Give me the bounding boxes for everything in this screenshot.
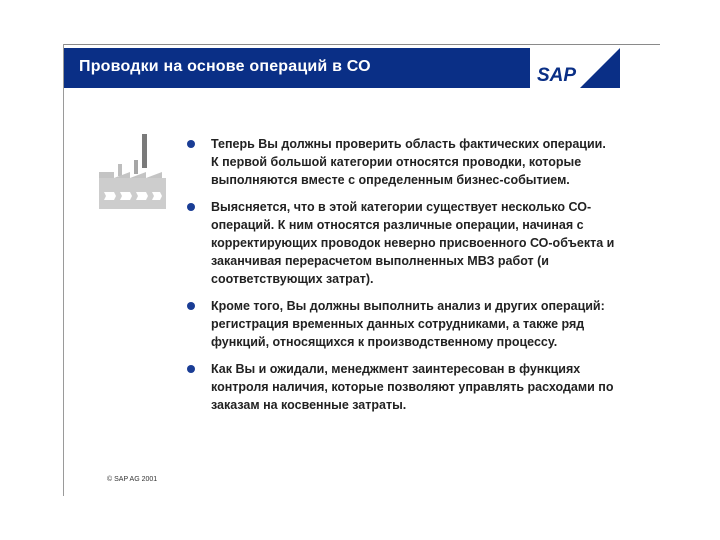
- bullet-dot-icon: [187, 203, 195, 211]
- sap-logo: [530, 48, 620, 88]
- bullet-item: [186, 360, 616, 414]
- bullet-text: Как Вы и ожидали, менеджмент заинтересован в функциях контроля наличия, которые позволяют управлять расходами по заказам на косвенные затраты.: [211, 362, 614, 412]
- bullet-item: [186, 198, 616, 288]
- bullet-item: [186, 297, 616, 351]
- bullet-list: [186, 135, 616, 423]
- bullet-dot-icon: [187, 140, 195, 148]
- slide-title: Проводки на основе операций в СО: [79, 58, 371, 75]
- bullet-dot-icon: [187, 302, 195, 310]
- bullet-text: Кроме того, Вы должны выполнить анализ и других операций: регистрация временных данных сотрудниками, а также ряд функций, относящихся к производственному процессу.: [211, 299, 605, 349]
- bullet-text: Теперь Вы должны проверить область фактических операции. К первой большой категории относятся проводки, которые выполняются вместе с определенным бизнес-событием.: [211, 137, 606, 187]
- bullet-item: [186, 135, 616, 189]
- sap-logo-text: SAP: [537, 65, 577, 86]
- copyright-notice: © SAP AG 2001: [107, 476, 158, 483]
- bullet-dot-icon: [187, 365, 195, 373]
- bullet-text: Выясняется, что в этой категории существует несколько СО-операций. К ним относятся различные операции, начиная с корректирующих проводок неверно присвоенного СО-объекта и заканчивая перерасчетом выполненных МВЗ работ (и соответствующих затрат).: [211, 200, 615, 286]
- factory-icon: [96, 134, 176, 210]
